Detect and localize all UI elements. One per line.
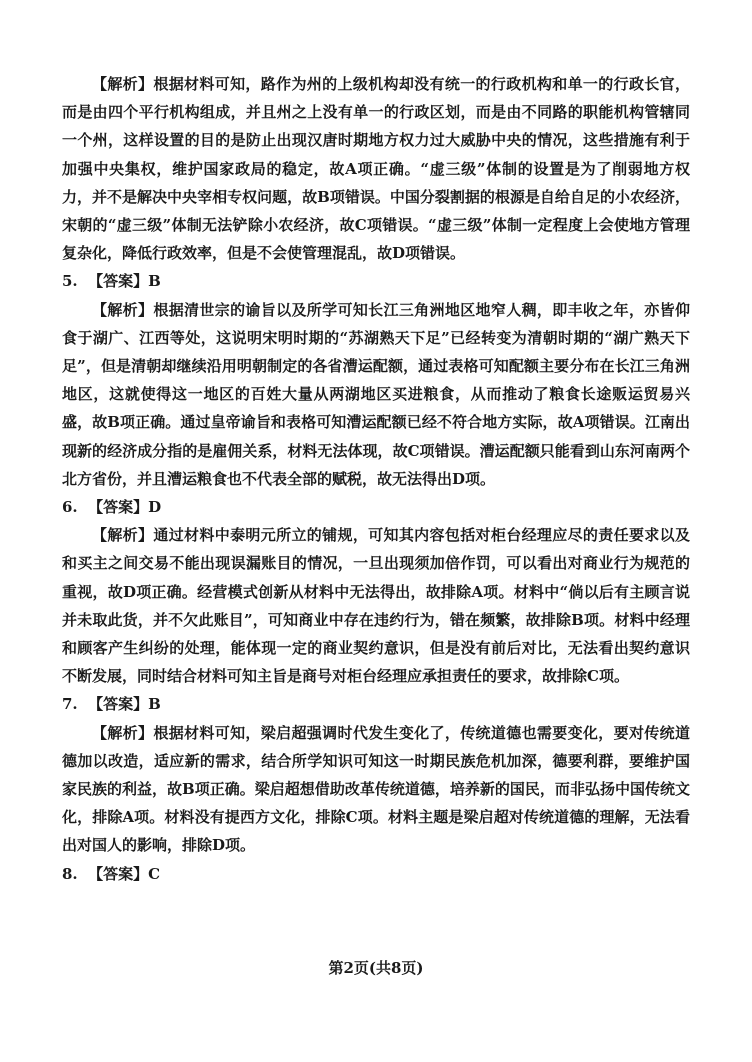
answer-line-q5 xyxy=(62,267,690,295)
answer-line-q8 xyxy=(62,860,690,888)
answer-value: D xyxy=(148,498,162,517)
question-number: 6. xyxy=(62,498,78,517)
analysis-text: 根据材料可知，梁启超强调时代发生变化了，传统道德也需要变化，要对传统道德加以改造，适应新的需求，结合所学知识可知这一时期民族危机加深，德要利群，要维护国家民族的利益，故B项正确。梁启超想借助改革传统道德，培养新的国民，而非弘扬中国传统文化，排除A项。材料没有提西方文化，排除C项。材料主题是梁启超对传统道德的理解，无法看出对国人的影响，排除D项。 xyxy=(62,723,690,855)
analysis-tag: 【解析】 xyxy=(92,75,154,93)
answer-value: B xyxy=(148,272,161,291)
analysis-tag: 【解析】 xyxy=(92,526,154,545)
analysis-paragraph-q5 xyxy=(62,296,690,493)
analysis-tag: 【解析】 xyxy=(92,723,154,742)
answer-tag: 【答案】 xyxy=(88,864,149,883)
analysis-text: 根据材料可知，路作为州的上级机构却没有统一的行政机构和单一的行政长官，而是由四个平行机构组成，并且州之上没有单一的行政区划，而是由不同路的职能机构管辖同一个州，这样设置的目的是防止出现汉唐时期地方权力过大威胁中央的情况，这些措施有利于加强中央集权，维护国家政局的稳定，故A项正确。“虚三级”体制的设置是为了削弱地方权力，并不是解决中央宰相专权问题，故B项错误。中国分裂割据的根源是自给自足的小农经济，宋朝的“虚三级”体制无法铲除小农经济，故C项错误。“虚三级”体制一定程度上会使地方管理复杂化，降低行政效率，但是不会使管理混乱，故D项错误。 xyxy=(62,75,690,263)
answer-line-q7 xyxy=(62,690,690,718)
analysis-tag: 【解析】 xyxy=(92,300,154,319)
answer-value: C xyxy=(148,864,161,883)
question-number: 5. xyxy=(62,272,78,291)
analysis-paragraph-q4 xyxy=(62,70,690,267)
answer-tag: 【答案】 xyxy=(88,695,149,714)
question-number: 7. xyxy=(62,695,78,714)
page-footer: 第2页(共8页) xyxy=(328,959,424,977)
answer-tag: 【答案】 xyxy=(88,498,149,517)
question-number: 8. xyxy=(62,864,78,883)
analysis-text: 通过材料中泰明元所立的铺规，可知其内容包括对柜台经理应尽的责任要求以及和买主之间交易不能出现误漏账目的情况，一旦出现须加倍作罚，可以看出对商业行为规范的重视，故D项正确。经营模式创新从材料中无法得出，故排除A项。材料中“倘以后有主顾言说并未取此货，并不欠此账目”，可知商业中存在违约行为，错在频繁，故排除B项。材料中经理和顾客产生纠纷的处理，能体现一定的商业契约意识，但是没有前后对比，无法看出契约意识不断发展，同时结合材料可知主旨是商号对柜台经理应承担责任的要求，故排除C项。 xyxy=(62,526,690,686)
analysis-paragraph-q7 xyxy=(62,719,690,860)
analysis-paragraph-q6 xyxy=(62,521,690,690)
answer-line-q6 xyxy=(62,493,690,521)
answer-tag: 【答案】 xyxy=(88,272,149,291)
analysis-text: 根据清世宗的谕旨以及所学可知长江三角洲地区地窄人稠，即丰收之年，亦皆仰食于湖广、江西等处，这说明宋明时期的“苏湖熟天下足”已经转变为清朝时期的“湖广熟天下足”，但是清朝却继续沿用明朝制定的各省漕运配额，通过表格可知配额主要分布在长江三角洲地区，这就使得这一地区的百姓大量从两湖地区买进粮食，从而推动了粮食长途贩运贸易兴盛，故B项正确。通过皇帝谕旨和表格可知漕运配额已经不符合地方实际，故A项错误。江南出现新的经济成分指的是雇佣关系，材料无法体现，故C项错误。漕运配额只能看到山东河南两个北方省份，并且漕运粮食也不代表全部的赋税，故无法得出D项。 xyxy=(62,300,690,488)
answer-value: B xyxy=(148,695,161,714)
